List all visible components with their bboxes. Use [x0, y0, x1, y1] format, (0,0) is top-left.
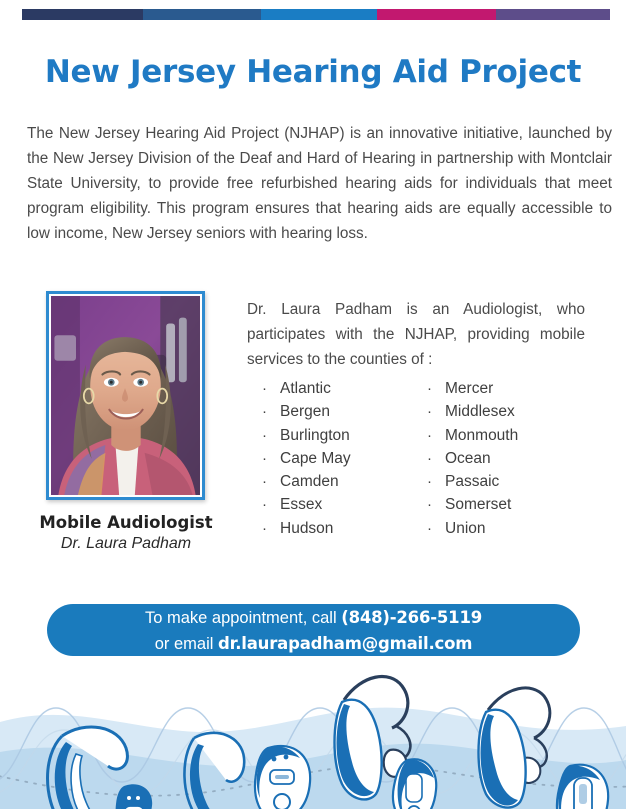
list-item — [427, 447, 592, 470]
top-color-bar — [22, 9, 610, 20]
contact-email-address[interactable]: dr.laurapadham@gmail.com — [218, 634, 473, 653]
bullet-icon: · — [262, 380, 267, 397]
page-title: New Jersey Hearing Aid Project — [44, 54, 582, 90]
list-item — [262, 470, 427, 493]
list-item — [427, 493, 592, 516]
topbar-segment-navy — [22, 9, 143, 20]
list-item — [427, 377, 592, 400]
photo-caption — [6, 512, 246, 555]
audiologist-role: Mobile Audiologist — [39, 513, 213, 532]
list-item — [427, 400, 592, 423]
contact-banner[interactable] — [47, 604, 580, 656]
bullet-icon: · — [427, 473, 432, 491]
bullet-icon: · — [262, 426, 267, 444]
county-label: Monmouth — [445, 426, 519, 444]
counties-list — [262, 377, 612, 540]
list-item — [262, 377, 427, 400]
topbar-segment-magenta — [377, 9, 497, 20]
list-item — [262, 517, 427, 540]
county-label: Burlington — [280, 426, 350, 444]
county-label: Ocean — [445, 449, 491, 467]
bullet-icon: · — [262, 519, 267, 537]
bullet-icon: · — [427, 519, 432, 537]
county-label: Mercer — [445, 380, 494, 397]
photo-frame — [46, 291, 205, 500]
bullet-icon: · — [427, 426, 432, 444]
county-label: Somerset — [445, 496, 512, 514]
contact-email-line — [47, 631, 580, 657]
bullet-icon: · — [262, 449, 267, 467]
county-label: Atlantic — [280, 380, 331, 397]
county-label: Bergen — [280, 403, 330, 421]
county-label: Passaic — [445, 473, 500, 491]
counties-column-left — [262, 377, 427, 540]
county-label: Hudson — [280, 519, 334, 537]
contact-email-prefix: or email — [154, 635, 219, 653]
bullet-icon: · — [427, 496, 432, 514]
contact-phone-line — [47, 605, 580, 631]
topbar-segment-steel-blue — [143, 9, 261, 20]
hearing-aid-icon — [255, 746, 310, 809]
list-item — [427, 517, 592, 540]
photo-image — [51, 296, 200, 495]
list-item — [427, 424, 592, 447]
list-item — [427, 470, 592, 493]
county-label: Middlesex — [445, 403, 515, 421]
bullet-icon: · — [262, 496, 267, 514]
bullet-icon: · — [262, 403, 267, 421]
county-label: Essex — [280, 496, 323, 514]
bullet-icon: · — [427, 403, 432, 421]
list-item — [262, 447, 427, 470]
contact-phone-prefix: To make appointment, call — [144, 609, 342, 627]
audiologist-bio: Dr. Laura Padham is an Audiologist, who participates with the NJHAP, providing mobile services to the counties of : — [247, 301, 585, 368]
list-item — [262, 400, 427, 423]
audiologist-name: Dr. Laura Padham — [60, 535, 192, 552]
topbar-segment-bright-blue — [261, 9, 376, 20]
bullet-icon: · — [427, 449, 432, 467]
county-label: Cape May — [280, 449, 351, 467]
contact-phone-number[interactable]: (848)-266-5119 — [341, 608, 483, 627]
topbar-segment-purple — [496, 9, 609, 20]
list-item — [262, 493, 427, 516]
county-label: Union — [445, 519, 486, 537]
bullet-icon: · — [427, 380, 432, 397]
hearing-aid-decoration — [0, 674, 626, 809]
counties-column-right — [427, 377, 592, 540]
audiologist-photo — [46, 291, 205, 500]
bullet-icon: · — [262, 473, 267, 491]
intro-paragraph: The New Jersey Hearing Aid Project (NJHAP) is an innovative initiative, launched by the New Jersey Division of the Deaf and Hard of Hearing in partnership with Montclair State University, to provide free refurbished hearing aids for individuals that meet program eligibility. This program ensures that hearing aids are equally accessible to low income, New Jersey seniors with hearing loss. — [27, 125, 612, 242]
county-label: Camden — [280, 473, 339, 491]
list-item — [262, 424, 427, 447]
